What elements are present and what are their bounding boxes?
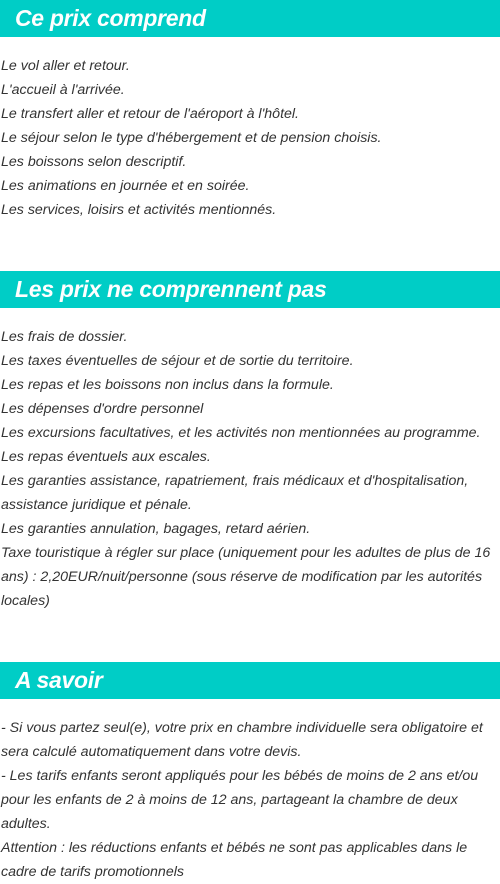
section-included <box>0 0 500 222</box>
excluded-list <box>0 308 500 613</box>
list-item: Les services, loisirs et activités mentionnés. <box>1 202 277 218</box>
included-list <box>0 37 500 222</box>
list-item: Les animations en journée et en soirée. <box>1 178 250 194</box>
list-item: Les boissons selon descriptif. <box>1 154 187 170</box>
list-item: Les excursions facultatives, et les activités non mentionnées au programme. <box>1 425 481 441</box>
list-item: Les repas éventuels aux escales. <box>1 449 211 465</box>
list-item: Le transfert aller et retour de l'aéroport à l'hôtel. <box>1 106 299 122</box>
list-item: Les garanties annulation, bagages, retard aérien. <box>1 521 311 537</box>
list-item: Les repas et les boissons non inclus dans la formule. <box>1 377 334 393</box>
list-item: Les frais de dossier. <box>1 329 128 345</box>
section-title-info: A savoir <box>0 662 500 699</box>
section-excluded <box>0 271 500 613</box>
list-item: Les garanties assistance, rapatriement, frais médicaux et d'hospitalisation, assistance juridique et pénale. <box>1 473 469 513</box>
list-item: L'accueil à l'arrivée. <box>1 82 125 98</box>
list-item: - Si vous partez seul(e), votre prix en chambre individuelle sera obligatoire et sera calculé automatiquement dans votre devis. <box>1 720 483 760</box>
section-title-excluded: Les prix ne comprennent pas <box>0 271 500 308</box>
list-item: Taxe touristique à régler sur place (uniquement pour les adultes de plus de 16 ans) : 2,20EUR/nuit/personne (sous réserve de modification par les autorités locales) <box>1 545 491 609</box>
section-title-included: Ce prix comprend <box>0 0 500 37</box>
list-item: Le séjour selon le type d'hébergement et de pension choisis. <box>1 130 382 146</box>
section-info <box>0 662 500 884</box>
list-item: Le vol aller et retour. <box>1 58 130 74</box>
list-item: Les taxes éventuelles de séjour et de sortie du territoire. <box>1 353 354 369</box>
info-list <box>0 699 500 884</box>
list-item: Attention : les réductions enfants et bébés ne sont pas applicables dans le cadre de tarifs promotionnels <box>1 840 468 880</box>
list-item: - Les tarifs enfants seront appliqués pour les bébés de moins de 2 ans et/ou pour les enfants de 2 à moins de 12 ans, partageant la chambre de deux adultes. <box>1 768 479 832</box>
list-item: Les dépenses d'ordre personnel <box>1 401 204 417</box>
